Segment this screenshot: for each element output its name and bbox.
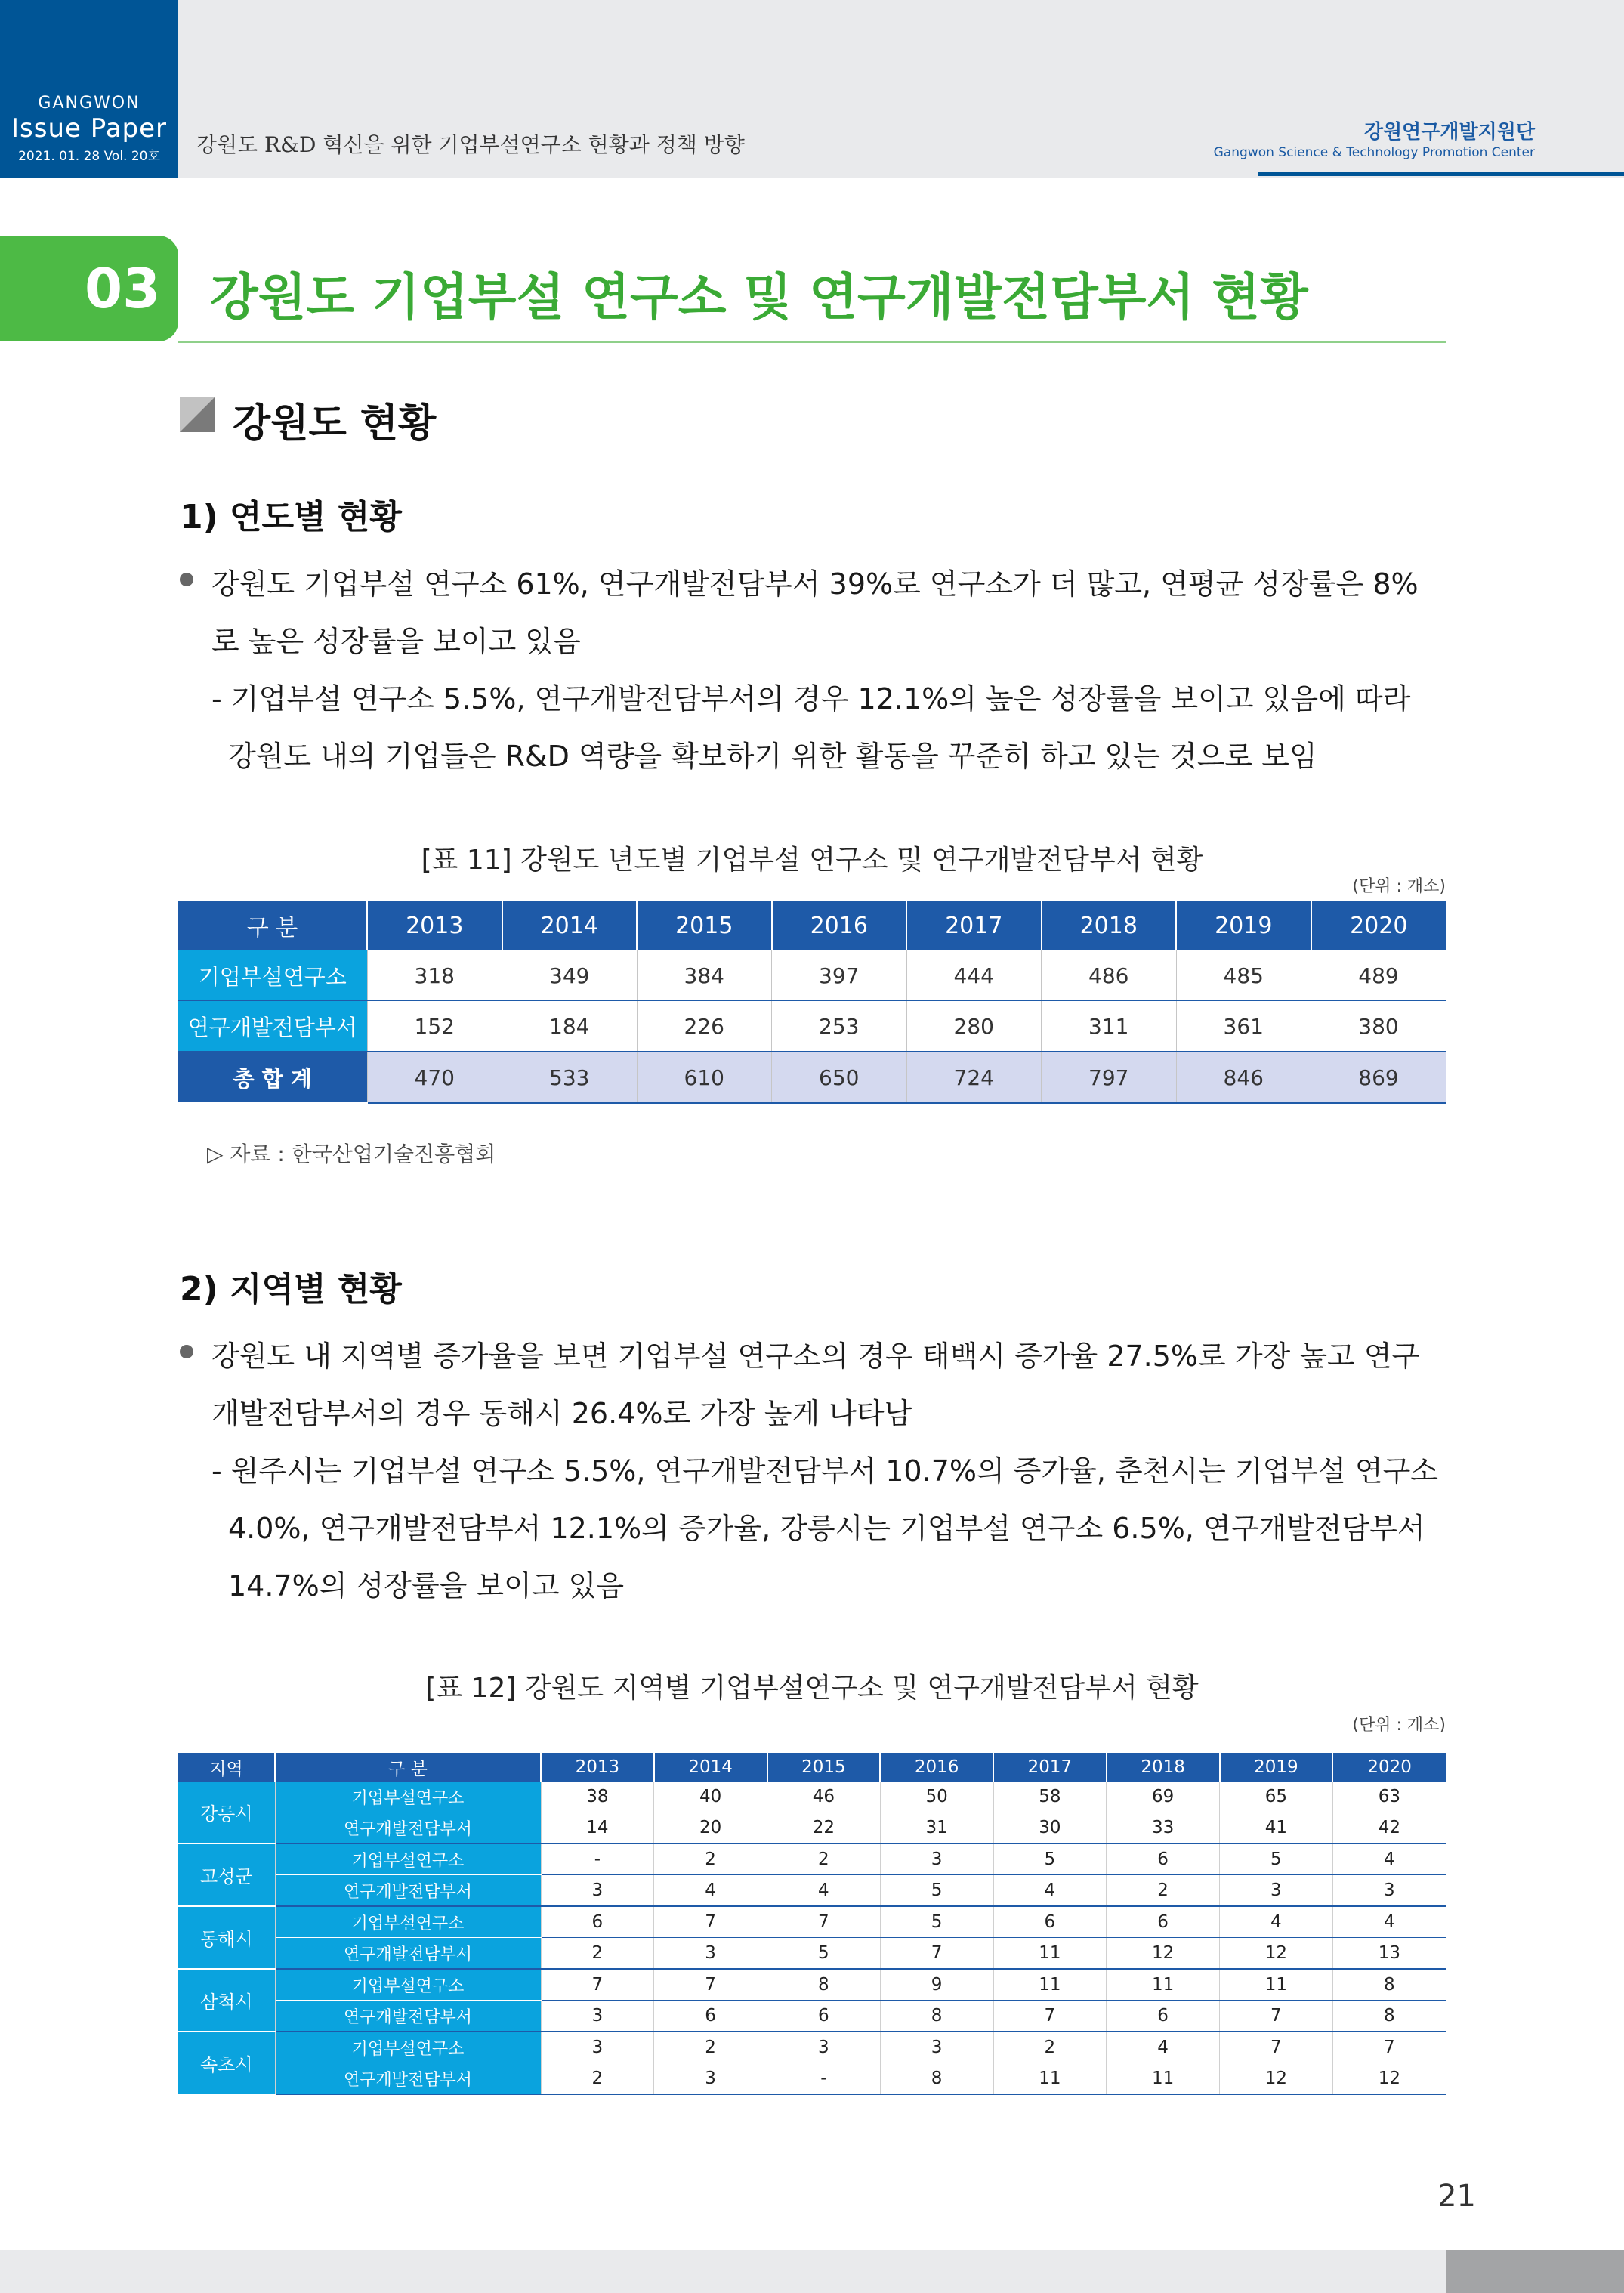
table11-header: 구 분 [178, 901, 367, 950]
table12-header: 2015 [767, 1753, 881, 1782]
bullet-dot-icon [180, 1345, 193, 1358]
type-label: 기업부설연구소 [275, 2032, 541, 2063]
table-cell: 11 [993, 1969, 1107, 2001]
table-row [178, 1812, 1446, 1844]
part1-line-4: 강원도 내의 기업들은 R&D 역량을 확보하기 위한 활동을 꾸준히 하고 있는 것으로 보임 [228, 740, 1317, 773]
table-cell: 50 [880, 1782, 993, 1812]
subheading: 강원도 현황 [233, 401, 437, 447]
type-label: 기업부설연구소 [275, 1906, 541, 1938]
table-cell: 40 [654, 1782, 767, 1812]
table-cell: 486 [1042, 950, 1177, 1001]
org-name-ko: 강원연구개발지원단 [1363, 121, 1535, 144]
section-rule [178, 341, 1446, 343]
table-cell: 6 [767, 2001, 881, 2032]
table-cell: 13 [1332, 1938, 1446, 1970]
table-cell: 38 [541, 1782, 654, 1812]
table-cell: 20 [654, 1812, 767, 1844]
part1-heading: 1) 연도별 현황 [180, 498, 402, 536]
table-cell: 380 [1311, 1001, 1446, 1052]
table12-header: 2019 [1220, 1753, 1333, 1782]
table-cell: 63 [1332, 1782, 1446, 1812]
table11-header: 2013 [367, 901, 502, 950]
table-row [178, 1875, 1446, 1907]
table12-header: 2014 [654, 1753, 767, 1782]
part2-heading: 2) 지역별 현황 [180, 1270, 402, 1309]
table-cell: - [541, 1843, 654, 1875]
table-cell: 3 [654, 2063, 767, 2095]
table-cell: 3 [654, 1938, 767, 1970]
table-cell: 33 [1107, 1812, 1220, 1844]
table12-header-row [178, 1753, 1446, 1782]
table-cell: 12 [1220, 1938, 1333, 1970]
table-cell: 2 [654, 2032, 767, 2063]
part2-line-1: 강원도 내 지역별 증가율을 보면 기업부설 연구소의 경우 태백시 증가율 27.5%로 가장 높고 연구 [211, 1340, 1420, 1373]
table12-header: 지역 [178, 1753, 275, 1782]
table11-header: 2018 [1042, 901, 1177, 950]
table-row [178, 2063, 1446, 2095]
type-label: 연구개발전담부서 [275, 1938, 541, 1970]
table12-body [178, 1782, 1446, 2094]
table-cell: 5 [880, 1875, 993, 1907]
table-cell: 797 [1042, 1052, 1177, 1103]
table-cell: 846 [1176, 1052, 1311, 1103]
table-cell: 6 [654, 2001, 767, 2032]
table-cell: 4 [993, 1875, 1107, 1907]
part2-line-5: 14.7%의 성장률을 보이고 있음 [228, 1569, 625, 1602]
part1-line-3: - 기업부설 연구소 5.5%, 연구개발전담부서의 경우 12.1%의 높은 성장률을 보이고 있음에 따라 [211, 682, 1411, 715]
table-cell: 184 [502, 1001, 638, 1052]
table11-source: ▷ 자료 : 한국산업기술진흥협회 [207, 1142, 496, 1167]
table-cell: 6 [1107, 2001, 1220, 2032]
table-cell: 3 [541, 2001, 654, 2032]
table12-unit: (단위 : 개소) [1352, 1716, 1446, 1735]
row-label: 연구개발전담부서 [178, 1001, 367, 1052]
table12-header: 2018 [1107, 1753, 1220, 1782]
table12-header: 2016 [880, 1753, 993, 1782]
table-cell: 2 [1107, 1875, 1220, 1907]
region-label: 동해시 [178, 1906, 275, 1969]
table12 [178, 1753, 1446, 2095]
region-label: 속초시 [178, 2032, 275, 2094]
part1-line-2: 로 높은 성장률을 보이고 있음 [211, 625, 581, 658]
table-cell: 65 [1220, 1782, 1333, 1812]
table-row-total [178, 1052, 1446, 1103]
type-label: 연구개발전담부서 [275, 1875, 541, 1907]
table-cell: 4 [1107, 2032, 1220, 2063]
table-cell: 361 [1176, 1001, 1311, 1052]
table-cell: 2 [767, 1843, 881, 1875]
table-cell: 7 [1220, 2001, 1333, 2032]
table-cell: 3 [880, 1843, 993, 1875]
part2-line-4: 4.0%, 연구개발전담부서 12.1%의 증가율, 강릉시는 기업부설 연구소 6.5%, 연구개발전담부서 [228, 1512, 1425, 1545]
table-cell: 4 [1332, 1906, 1446, 1938]
table-cell: 11 [1107, 2063, 1220, 2095]
bullet-dot-icon [180, 573, 193, 586]
table-cell: 311 [1042, 1001, 1177, 1052]
table11-header: 2016 [772, 901, 907, 950]
table-cell: 8 [1332, 2001, 1446, 2032]
table-row [178, 2001, 1446, 2032]
table-cell: 14 [541, 1812, 654, 1844]
table-row [178, 1843, 1446, 1875]
table-cell: 7 [767, 1906, 881, 1938]
table-cell: 12 [1220, 2063, 1333, 2095]
table-cell: 7 [993, 2001, 1107, 2032]
table-cell: 12 [1107, 1938, 1220, 1970]
table-row [178, 1938, 1446, 1970]
table-cell: 8 [767, 1969, 881, 2001]
table-cell: 226 [637, 1001, 772, 1052]
table-cell: 349 [502, 950, 638, 1001]
table-cell: 46 [767, 1782, 881, 1812]
table-cell: 11 [1107, 1969, 1220, 2001]
table-cell: 318 [367, 950, 502, 1001]
table-cell: 3 [541, 1875, 654, 1907]
table11-header: 2020 [1311, 901, 1446, 950]
table-cell: 6 [1107, 1906, 1220, 1938]
table-row [178, 1782, 1446, 1812]
table11 [178, 901, 1446, 1104]
table-cell: 724 [906, 1052, 1042, 1103]
square-bullet-icon [180, 397, 215, 432]
table-cell: 5 [1220, 1843, 1333, 1875]
table-cell: 485 [1176, 950, 1311, 1001]
table-cell: 5 [880, 1906, 993, 1938]
table-cell: 489 [1311, 950, 1446, 1001]
table-cell: 31 [880, 1812, 993, 1844]
table-cell: 7 [654, 1906, 767, 1938]
table-cell: 253 [772, 1001, 907, 1052]
table-row [178, 2032, 1446, 2063]
table11-header: 2014 [502, 901, 638, 950]
type-label: 기업부설연구소 [275, 1782, 541, 1812]
table-cell: 5 [993, 1843, 1107, 1875]
table11-header: 2017 [906, 901, 1042, 950]
table-cell: 9 [880, 1969, 993, 2001]
table-cell: 152 [367, 1001, 502, 1052]
table-cell: 42 [1332, 1812, 1446, 1844]
part2-line-2: 개발전담부서의 경우 동해시 26.4%로 가장 높게 나타남 [211, 1397, 912, 1430]
row-label: 기업부설연구소 [178, 950, 367, 1001]
table11-unit: (단위 : 개소) [1352, 877, 1446, 896]
part1-line-1: 강원도 기업부설 연구소 61%, 연구개발전담부서 39%로 연구소가 더 많고, 연평균 성장률은 8% [211, 567, 1419, 601]
row-label: 총 합 계 [178, 1052, 367, 1103]
table-cell: - [767, 2063, 881, 2095]
footer-band [0, 2250, 1624, 2293]
brand-logo [0, 0, 178, 178]
type-label: 기업부설연구소 [275, 1969, 541, 2001]
table-cell: 470 [367, 1052, 502, 1103]
table-row [178, 1001, 1446, 1052]
table11-header: 2019 [1176, 901, 1311, 950]
region-label: 고성군 [178, 1843, 275, 1906]
table-cell: 3 [1220, 1875, 1333, 1907]
table-cell: 3 [767, 2032, 881, 2063]
table-cell: 4 [767, 1875, 881, 1907]
table12-header: 2017 [993, 1753, 1107, 1782]
table-cell: 444 [906, 950, 1042, 1001]
table-cell: 6 [993, 1906, 1107, 1938]
table12-header: 구 분 [275, 1753, 541, 1782]
table-cell: 7 [1332, 2032, 1446, 2063]
footer-accent [1446, 2250, 1624, 2293]
table-cell: 533 [502, 1052, 638, 1103]
table-cell: 11 [993, 2063, 1107, 2095]
section-number-box [0, 236, 178, 341]
table-cell: 2 [541, 1938, 654, 1970]
table-cell: 8 [880, 2063, 993, 2095]
table-cell: 41 [1220, 1812, 1333, 1844]
table-cell: 6 [1107, 1843, 1220, 1875]
table-cell: 30 [993, 1812, 1107, 1844]
table11-caption: [표 11] 강원도 년도별 기업부설 연구소 및 연구개발전담부서 현황 [421, 845, 1203, 876]
table-cell: 280 [906, 1001, 1042, 1052]
table-cell: 869 [1311, 1052, 1446, 1103]
table-cell: 4 [1332, 1843, 1446, 1875]
brand-big: Issue Paper [11, 113, 168, 144]
table-cell: 384 [637, 950, 772, 1001]
table-row [178, 1969, 1446, 2001]
table-cell: 12 [1332, 2063, 1446, 2095]
type-label: 연구개발전담부서 [275, 2063, 541, 2095]
table-cell: 4 [1220, 1906, 1333, 1938]
table12-header: 2013 [541, 1753, 654, 1782]
region-label: 강릉시 [178, 1782, 275, 1843]
type-label: 연구개발전담부서 [275, 1812, 541, 1844]
table-cell: 7 [1220, 2032, 1333, 2063]
region-label: 삼척시 [178, 1969, 275, 2032]
section-number: 03 [85, 257, 161, 320]
table-cell: 5 [767, 1938, 881, 1970]
table-cell: 2 [654, 1843, 767, 1875]
table12-header: 2020 [1332, 1753, 1446, 1782]
table-cell: 3 [541, 2032, 654, 2063]
header-rule [1258, 172, 1624, 176]
brand-small: GANGWON [38, 94, 140, 113]
table-cell: 2 [541, 2063, 654, 2095]
section-title: 강원도 기업부설 연구소 및 연구개발전담부서 현황 [210, 268, 1308, 326]
table-cell: 610 [637, 1052, 772, 1103]
table11-header: 2015 [637, 901, 772, 950]
table-row [178, 1906, 1446, 1938]
doc-title: 강원도 R&D 혁신을 위한 기업부설연구소 현황과 정책 방향 [196, 132, 745, 157]
page-number: 21 [1437, 2179, 1476, 2214]
type-label: 기업부설연구소 [275, 1843, 541, 1875]
table-cell: 8 [880, 2001, 993, 2032]
org-name-en: Gangwon Science & Technology Promotion Center [1213, 145, 1535, 160]
table-cell: 650 [772, 1052, 907, 1103]
brand-date: 2021. 01. 28 Vol. 20호 [18, 149, 160, 164]
type-label: 연구개발전담부서 [275, 2001, 541, 2032]
table-cell: 6 [541, 1906, 654, 1938]
table12-caption: [표 12] 강원도 지역별 기업부설연구소 및 연구개발전담부서 현황 [425, 1673, 1199, 1704]
part2-line-3: - 원주시는 기업부설 연구소 5.5%, 연구개발전담부서 10.7%의 증가율, 춘천시는 기업부설 연구소 [211, 1454, 1438, 1488]
table-cell: 58 [993, 1782, 1107, 1812]
table-cell: 7 [541, 1969, 654, 2001]
table-cell: 4 [654, 1875, 767, 1907]
table-row [178, 950, 1446, 1001]
table-cell: 2 [993, 2032, 1107, 2063]
table-cell: 11 [1220, 1969, 1333, 2001]
table-cell: 397 [772, 950, 907, 1001]
table-cell: 22 [767, 1812, 881, 1844]
table-cell: 69 [1107, 1782, 1220, 1812]
table-cell: 8 [1332, 1969, 1446, 2001]
table-cell: 7 [654, 1969, 767, 2001]
table11-header-row [178, 901, 1446, 950]
table-cell: 3 [880, 2032, 993, 2063]
table-cell: 11 [993, 1938, 1107, 1970]
table-cell: 7 [880, 1938, 993, 1970]
table-cell: 3 [1332, 1875, 1446, 1907]
